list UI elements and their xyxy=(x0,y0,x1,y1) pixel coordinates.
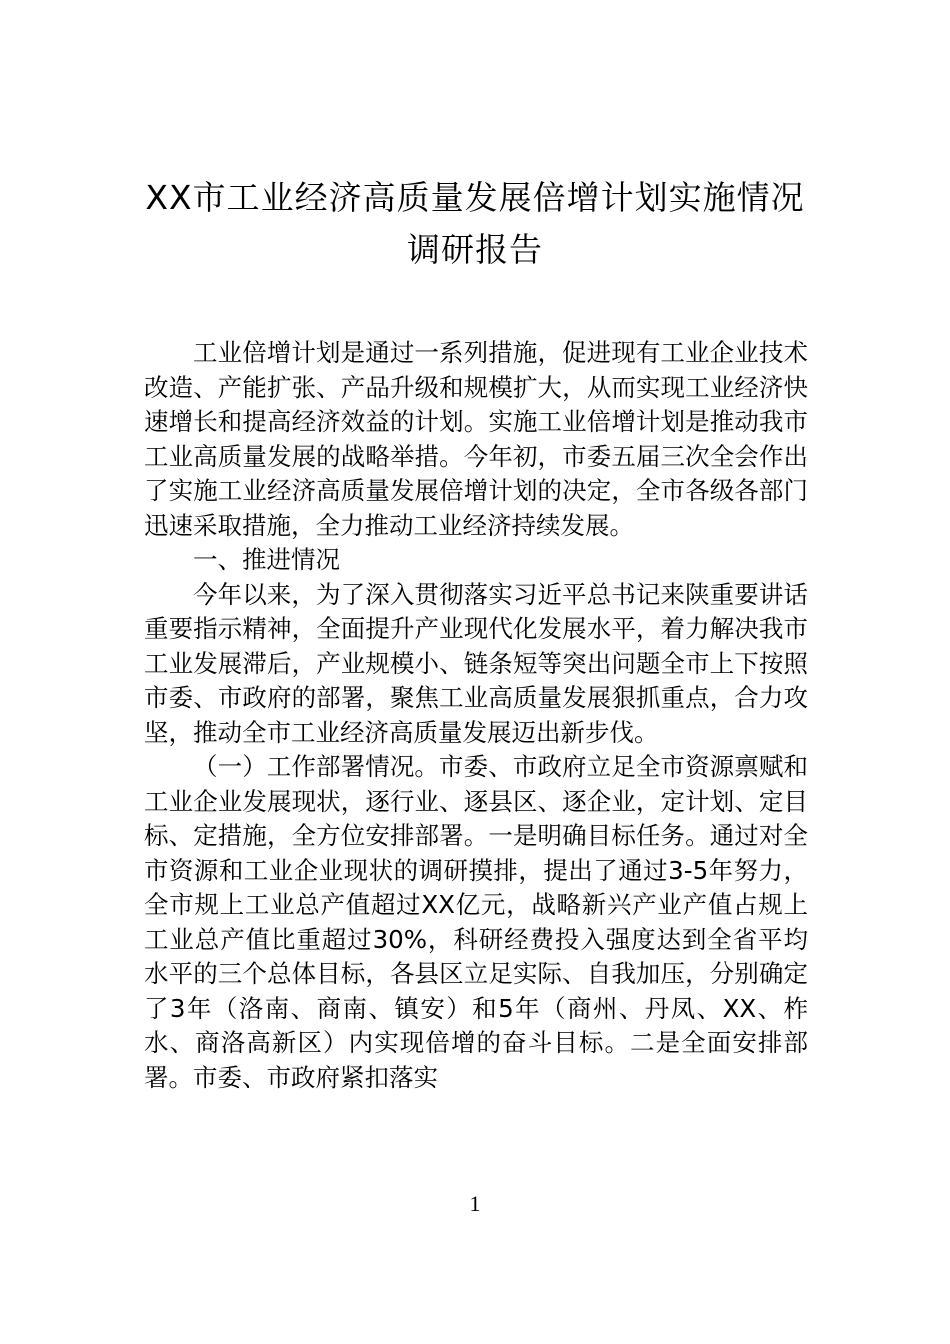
intro-paragraph: 工业倍增计划是通过一系列措施，促进现有工业企业技术改造、产能扩张、产品升级和规模扩大，从而实现工业经济快速增长和提高经济效益的计划。实施工业倍增计划是推动我市工业高质量发展的战略举措。今年初，市委五届三次全会作出了实施工业经济高质量发展倍增计划的决定，全市各级各部门迅速采取措施，全力推动工业经济持续发展。 xyxy=(144,338,808,540)
document-body xyxy=(144,336,808,1095)
section-heading: 一、推进情况 xyxy=(193,545,340,574)
page-number: 1 xyxy=(469,1191,481,1216)
progress-paragraph: 今年以来，为了深入贯彻落实习近平总书记来陕重要讲话重要指示精神，全面提升产业现代化发展水平，着力解决我市工业发展滞后，产业规模小、链条短等突出问题全市上下按照市委、市政府的部署，聚焦工业高质量发展狠抓重点，合力攻坚，推动全市工业经济高质量发展迈出新步伐。 xyxy=(144,579,808,747)
deployment-paragraph: （一）工作部署情况。市委、市政府立足全市资源禀赋和工业企业发展现状，逐行业、逐县区、逐企业，定计划、定目标、定措施，全方位安排部署。一是明确目标任务。通过对全市资源和工业企业现状的调研摸排，提出了通过3-5年努力，全市规上工业总产值超过XX亿元，战略新兴产业产值占规上工业总产值比重超过30%，科研经费投入强度达到全省平均水平的三个总体目标，各县区立足实际、自我加压，分别确定了3年（洛南、商南、镇安）和5年（商州、丹凤、XX、柞水、商洛高新区）内实现倍增的奋斗目标。二是全面安排部署。市委、市政府紧扣落实 xyxy=(144,752,808,1092)
document-title: XX市工业经济高质量发展倍增计划实施情况调研报告 xyxy=(145,178,805,269)
